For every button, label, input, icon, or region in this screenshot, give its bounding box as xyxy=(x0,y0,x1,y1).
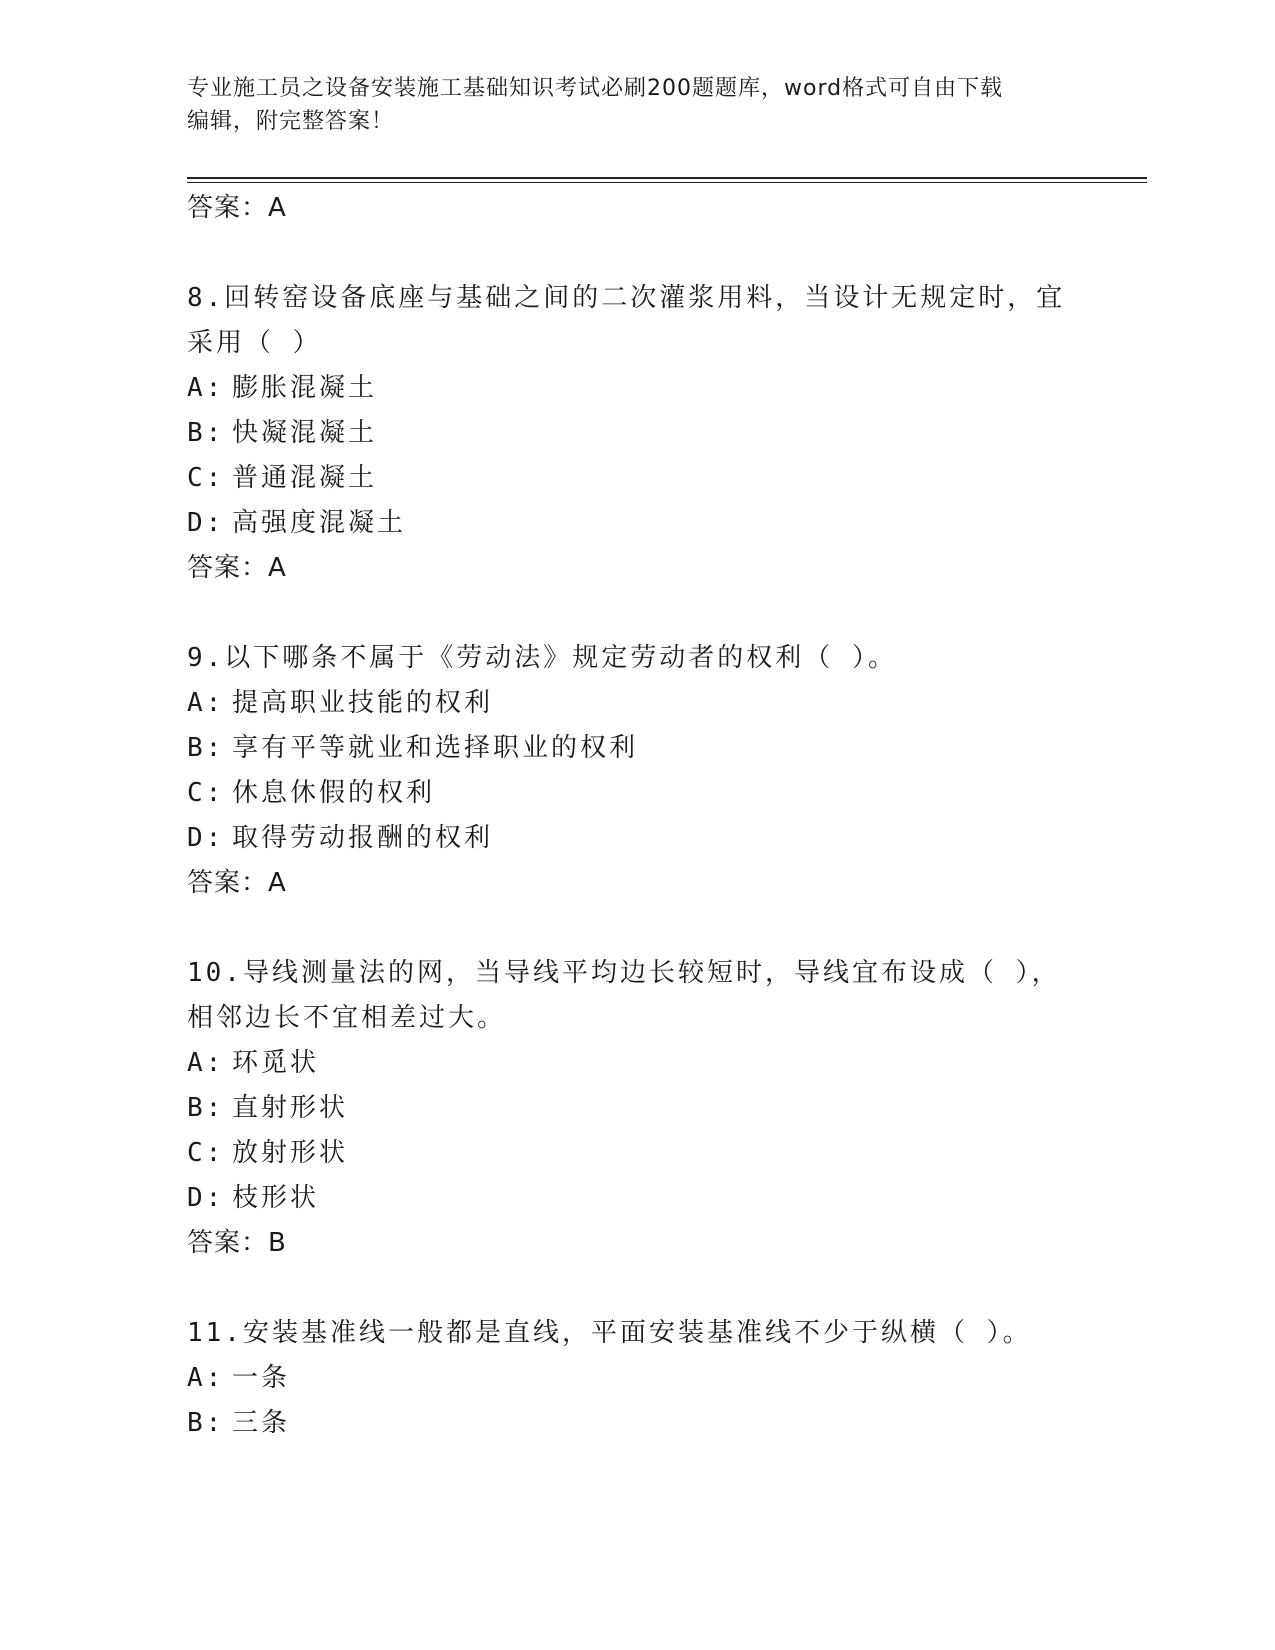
header-title-line-1: 专业施工员之设备安装施工基础知识考试必刷200题题库，word格式可自由下载 xyxy=(187,76,1004,101)
header-divider-thick xyxy=(187,177,1147,179)
option-key: B: xyxy=(187,418,225,448)
option-text: 高强度混凝土 xyxy=(232,508,407,538)
option-key: C: xyxy=(187,1138,225,1168)
option-text: 快凝混凝土 xyxy=(232,418,378,448)
option-text: 环觅状 xyxy=(232,1048,320,1078)
option-key: B: xyxy=(187,733,225,763)
question-11-option-a xyxy=(187,1360,290,1396)
option-text: 享有平等就业和选择职业的权利 xyxy=(232,733,639,763)
question-10-option-b xyxy=(187,1090,348,1126)
option-text: 一条 xyxy=(232,1363,291,1393)
question-9-option-c xyxy=(187,775,435,811)
option-text: 提高职业技能的权利 xyxy=(232,688,494,718)
option-text: 取得劳动报酬的权利 xyxy=(232,823,494,853)
question-8-option-b xyxy=(187,415,377,451)
question-10-answer: 答案：B xyxy=(187,1228,287,1258)
question-8-answer: 答案：A xyxy=(187,553,287,583)
option-text: 直射形状 xyxy=(232,1093,349,1123)
question-11-option-b xyxy=(187,1405,290,1441)
question-8-stem-line-2: 采用（ ） xyxy=(187,328,322,358)
option-text: 普通混凝土 xyxy=(232,463,378,493)
question-9-option-d xyxy=(187,820,493,856)
question-9-stem-line-1: 9.以下哪条不属于《劳动法》规定劳动者的权利（ ）。 xyxy=(187,643,897,673)
question-10-option-c xyxy=(187,1135,348,1171)
question-10-stem-line-2: 相邻边长不宜相差过大。 xyxy=(187,1003,507,1033)
option-key: A: xyxy=(187,1363,225,1393)
option-key: C: xyxy=(187,463,225,493)
option-key: A: xyxy=(187,1048,225,1078)
question-10-stem-line-1: 10.导线测量法的网，当导线平均边长较短时，导线宜布设成（ ）， xyxy=(187,958,1061,988)
option-key: B: xyxy=(187,1408,225,1438)
question-8-stem-line-1: 8.回转窑设备底座与基础之间的二次灌浆用料，当设计无规定时，宜 xyxy=(187,283,1066,313)
option-key: B: xyxy=(187,1093,225,1123)
option-text: 放射形状 xyxy=(232,1138,349,1168)
document-header xyxy=(187,72,1087,138)
question-9-option-b xyxy=(187,730,638,766)
question-11-stem-line-1: 11.安装基准线一般都是直线，平面安装基准线不少于纵横（ ）。 xyxy=(187,1318,1032,1348)
option-key: A: xyxy=(187,373,225,403)
option-key: D: xyxy=(187,823,225,853)
question-8-option-c xyxy=(187,460,377,496)
option-text: 膨胀混凝土 xyxy=(232,373,378,403)
previous-answer: 答案：A xyxy=(187,193,287,223)
header-title-line-2: 编辑，附完整答案！ xyxy=(187,109,395,134)
option-key: D: xyxy=(187,1183,225,1213)
question-8-option-a xyxy=(187,370,377,406)
question-9-answer: 答案：A xyxy=(187,868,287,898)
question-9-option-a xyxy=(187,685,493,721)
option-key: D: xyxy=(187,508,225,538)
option-key: C: xyxy=(187,778,225,808)
question-8-option-d xyxy=(187,505,406,541)
option-text: 枝形状 xyxy=(232,1183,320,1213)
option-key: A: xyxy=(187,688,225,718)
option-text: 休息休假的权利 xyxy=(232,778,436,808)
question-10-option-a xyxy=(187,1045,319,1081)
question-10-option-d xyxy=(187,1180,319,1216)
header-divider-thin xyxy=(187,182,1147,183)
option-text: 三条 xyxy=(232,1408,291,1438)
